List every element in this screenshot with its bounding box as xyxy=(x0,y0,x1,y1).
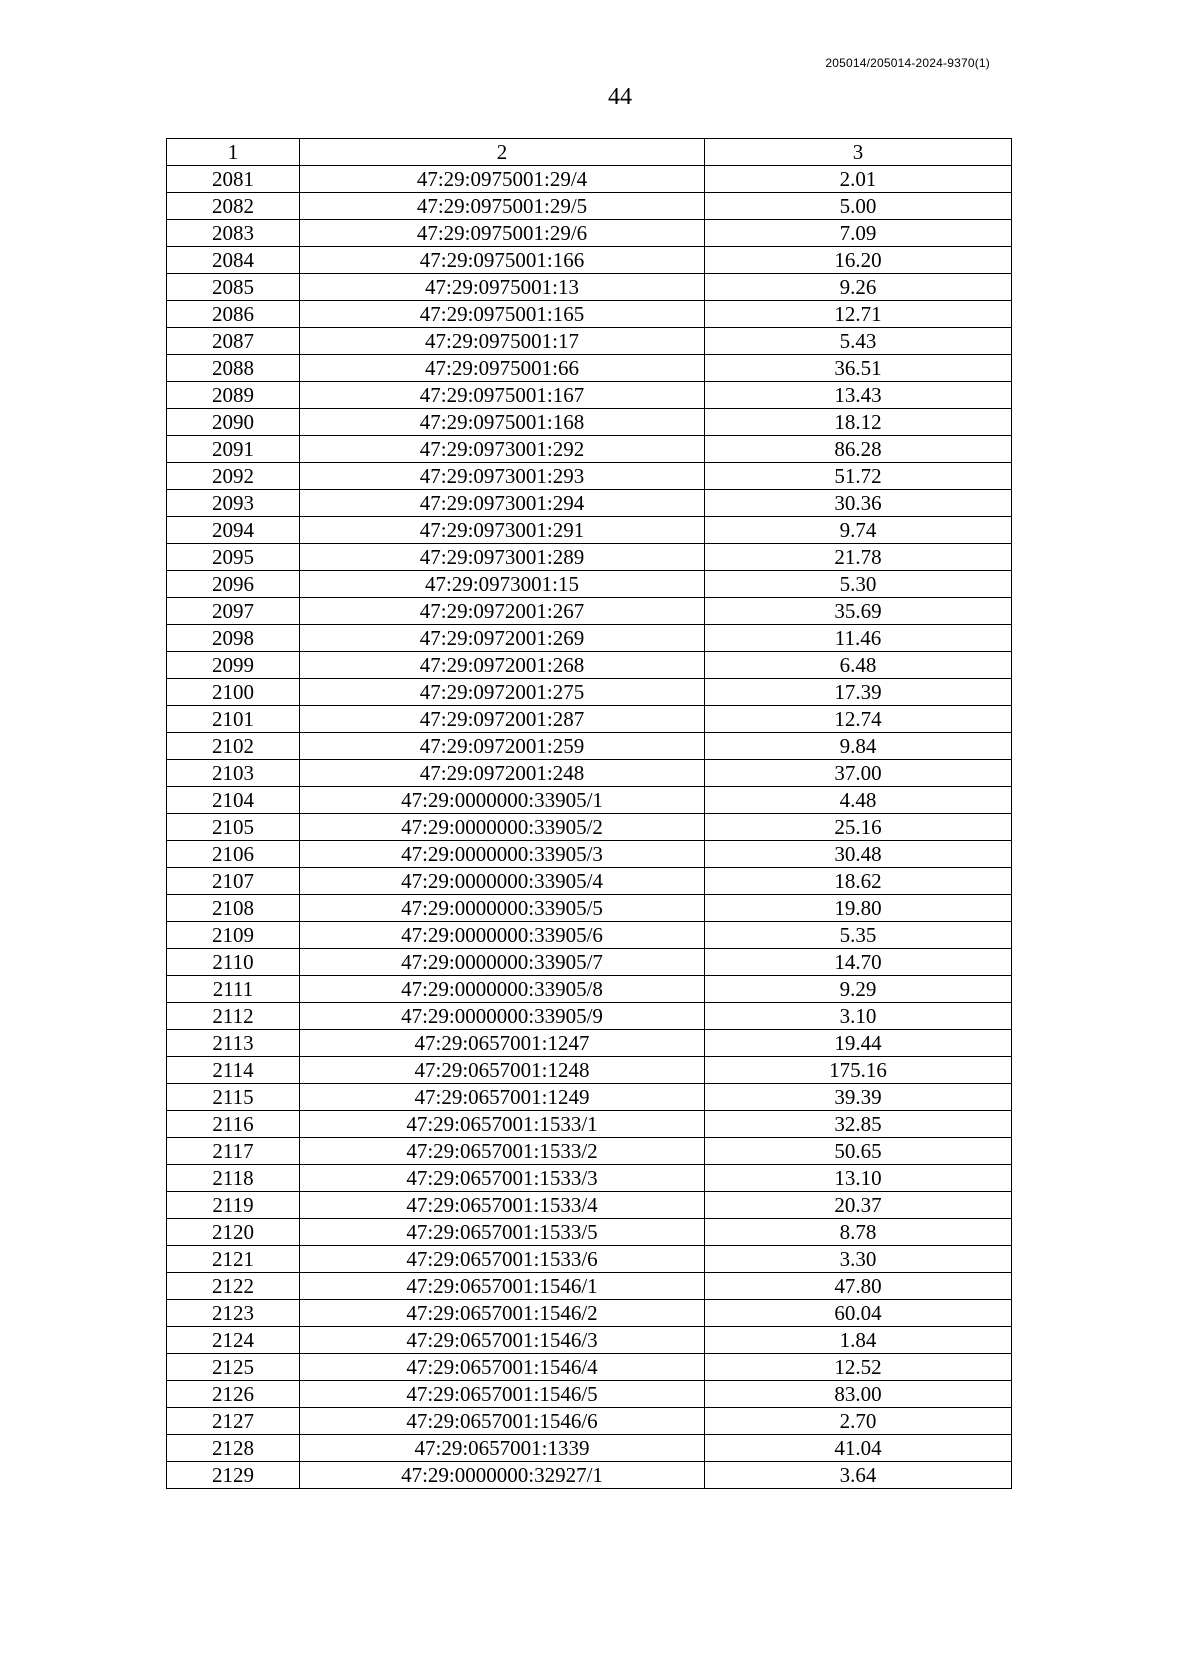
row-number-cell: 2082 xyxy=(167,193,300,220)
cadastral-number-cell: 47:29:0657001:1546/1 xyxy=(300,1273,705,1300)
table-row xyxy=(167,1192,1012,1219)
table-row xyxy=(167,1084,1012,1111)
cadastral-number-cell: 47:29:0975001:166 xyxy=(300,247,705,274)
cadastral-number-cell: 47:29:0657001:1546/3 xyxy=(300,1327,705,1354)
cadastral-number-cell: 47:29:0657001:1546/4 xyxy=(300,1354,705,1381)
value-cell: 8.78 xyxy=(705,1219,1012,1246)
cadastral-number-cell: 47:29:0000000:32927/1 xyxy=(300,1462,705,1489)
table-row xyxy=(167,355,1012,382)
table-row xyxy=(167,679,1012,706)
cadastral-number-cell: 47:29:0657001:1247 xyxy=(300,1030,705,1057)
cadastral-number-cell: 47:29:0972001:269 xyxy=(300,625,705,652)
row-number-cell: 2120 xyxy=(167,1219,300,1246)
cadastral-number-cell: 47:29:0657001:1533/6 xyxy=(300,1246,705,1273)
cadastral-number-cell: 47:29:0975001:66 xyxy=(300,355,705,382)
value-cell: 5.30 xyxy=(705,571,1012,598)
table-row xyxy=(167,1030,1012,1057)
value-cell: 41.04 xyxy=(705,1435,1012,1462)
table-body xyxy=(167,166,1012,1489)
cadastral-number-cell: 47:29:0657001:1533/1 xyxy=(300,1111,705,1138)
cadastral-number-cell: 47:29:0000000:33905/7 xyxy=(300,949,705,976)
value-cell: 20.37 xyxy=(705,1192,1012,1219)
value-cell: 12.52 xyxy=(705,1354,1012,1381)
value-cell: 50.65 xyxy=(705,1138,1012,1165)
cadastral-number-cell: 47:29:0972001:259 xyxy=(300,733,705,760)
table-row xyxy=(167,1327,1012,1354)
row-number-cell: 2121 xyxy=(167,1246,300,1273)
row-number-cell: 2098 xyxy=(167,625,300,652)
table-row xyxy=(167,463,1012,490)
value-cell: 30.36 xyxy=(705,490,1012,517)
table-row xyxy=(167,166,1012,193)
value-cell: 25.16 xyxy=(705,814,1012,841)
cadastral-number-cell: 47:29:0973001:294 xyxy=(300,490,705,517)
row-number-cell: 2107 xyxy=(167,868,300,895)
table-row xyxy=(167,787,1012,814)
row-number-cell: 2127 xyxy=(167,1408,300,1435)
cadastral-number-cell: 47:29:0000000:33905/5 xyxy=(300,895,705,922)
value-cell: 19.80 xyxy=(705,895,1012,922)
cadastral-number-cell: 47:29:0975001:29/4 xyxy=(300,166,705,193)
cadastral-number-cell: 47:29:0000000:33905/2 xyxy=(300,814,705,841)
cadastral-number-cell: 47:29:0000000:33905/9 xyxy=(300,1003,705,1030)
value-cell: 32.85 xyxy=(705,1111,1012,1138)
cadastral-number-cell: 47:29:0973001:293 xyxy=(300,463,705,490)
row-number-cell: 2102 xyxy=(167,733,300,760)
value-cell: 39.39 xyxy=(705,1084,1012,1111)
row-number-cell: 2124 xyxy=(167,1327,300,1354)
cadastral-number-cell: 47:29:0975001:29/5 xyxy=(300,193,705,220)
value-cell: 60.04 xyxy=(705,1300,1012,1327)
cadastral-number-cell: 47:29:0657001:1546/2 xyxy=(300,1300,705,1327)
row-number-cell: 2126 xyxy=(167,1381,300,1408)
row-number-cell: 2097 xyxy=(167,598,300,625)
value-cell: 12.71 xyxy=(705,301,1012,328)
table-row xyxy=(167,652,1012,679)
row-number-cell: 2083 xyxy=(167,220,300,247)
table-row xyxy=(167,949,1012,976)
row-number-cell: 2116 xyxy=(167,1111,300,1138)
table-row xyxy=(167,760,1012,787)
document-id: 205014/205014-2024-9370(1) xyxy=(825,56,990,70)
value-cell: 47.80 xyxy=(705,1273,1012,1300)
row-number-cell: 2081 xyxy=(167,166,300,193)
value-cell: 5.35 xyxy=(705,922,1012,949)
row-number-cell: 2123 xyxy=(167,1300,300,1327)
table-row xyxy=(167,625,1012,652)
table-row xyxy=(167,1381,1012,1408)
value-cell: 16.20 xyxy=(705,247,1012,274)
row-number-cell: 2129 xyxy=(167,1462,300,1489)
row-number-cell: 2094 xyxy=(167,517,300,544)
value-cell: 13.43 xyxy=(705,382,1012,409)
table-row xyxy=(167,1111,1012,1138)
row-number-cell: 2089 xyxy=(167,382,300,409)
table-header-row xyxy=(167,139,1012,166)
row-number-cell: 2122 xyxy=(167,1273,300,1300)
cadastral-number-cell: 47:29:0975001:167 xyxy=(300,382,705,409)
table-row xyxy=(167,1300,1012,1327)
row-number-cell: 2114 xyxy=(167,1057,300,1084)
row-number-cell: 2109 xyxy=(167,922,300,949)
table-row xyxy=(167,220,1012,247)
table-row xyxy=(167,1165,1012,1192)
column-header-1: 1 xyxy=(167,139,300,166)
row-number-cell: 2108 xyxy=(167,895,300,922)
table-row xyxy=(167,1273,1012,1300)
column-header-2: 2 xyxy=(300,139,705,166)
value-cell: 18.12 xyxy=(705,409,1012,436)
row-number-cell: 2095 xyxy=(167,544,300,571)
table-row xyxy=(167,301,1012,328)
table-row xyxy=(167,409,1012,436)
value-cell: 51.72 xyxy=(705,463,1012,490)
value-cell: 175.16 xyxy=(705,1057,1012,1084)
table-row xyxy=(167,274,1012,301)
column-header-3: 3 xyxy=(705,139,1012,166)
cadastral-number-cell: 47:29:0000000:33905/1 xyxy=(300,787,705,814)
table-row xyxy=(167,193,1012,220)
cadastral-number-cell: 47:29:0972001:287 xyxy=(300,706,705,733)
row-number-cell: 2099 xyxy=(167,652,300,679)
row-number-cell: 2101 xyxy=(167,706,300,733)
value-cell: 9.74 xyxy=(705,517,1012,544)
table-row xyxy=(167,1462,1012,1489)
table-row xyxy=(167,598,1012,625)
value-cell: 13.10 xyxy=(705,1165,1012,1192)
table-row xyxy=(167,1138,1012,1165)
table-row xyxy=(167,544,1012,571)
row-number-cell: 2085 xyxy=(167,274,300,301)
cadastral-number-cell: 47:29:0657001:1339 xyxy=(300,1435,705,1462)
cadastral-number-cell: 47:29:0657001:1533/4 xyxy=(300,1192,705,1219)
cadastral-number-cell: 47:29:0000000:33905/3 xyxy=(300,841,705,868)
cadastral-number-cell: 47:29:0657001:1546/6 xyxy=(300,1408,705,1435)
row-number-cell: 2096 xyxy=(167,571,300,598)
row-number-cell: 2118 xyxy=(167,1165,300,1192)
cadastral-number-cell: 47:29:0973001:292 xyxy=(300,436,705,463)
value-cell: 18.62 xyxy=(705,868,1012,895)
row-number-cell: 2086 xyxy=(167,301,300,328)
table-row xyxy=(167,1246,1012,1273)
row-number-cell: 2111 xyxy=(167,976,300,1003)
value-cell: 3.30 xyxy=(705,1246,1012,1273)
cadastral-number-cell: 47:29:0973001:291 xyxy=(300,517,705,544)
cadastral-number-cell: 47:29:0975001:17 xyxy=(300,328,705,355)
cadastral-number-cell: 47:29:0975001:13 xyxy=(300,274,705,301)
value-cell: 17.39 xyxy=(705,679,1012,706)
value-cell: 9.26 xyxy=(705,274,1012,301)
page-number: 44 xyxy=(608,84,632,110)
table-row xyxy=(167,517,1012,544)
data-table xyxy=(166,138,1012,1489)
value-cell: 19.44 xyxy=(705,1030,1012,1057)
cadastral-number-cell: 47:29:0657001:1533/2 xyxy=(300,1138,705,1165)
row-number-cell: 2112 xyxy=(167,1003,300,1030)
value-cell: 7.09 xyxy=(705,220,1012,247)
value-cell: 30.48 xyxy=(705,841,1012,868)
cadastral-number-cell: 47:29:0657001:1533/3 xyxy=(300,1165,705,1192)
table-row xyxy=(167,490,1012,517)
value-cell: 36.51 xyxy=(705,355,1012,382)
row-number-cell: 2092 xyxy=(167,463,300,490)
value-cell: 83.00 xyxy=(705,1381,1012,1408)
cadastral-number-cell: 47:29:0657001:1546/5 xyxy=(300,1381,705,1408)
cadastral-number-cell: 47:29:0975001:165 xyxy=(300,301,705,328)
table-row xyxy=(167,1435,1012,1462)
row-number-cell: 2115 xyxy=(167,1084,300,1111)
row-number-cell: 2117 xyxy=(167,1138,300,1165)
value-cell: 3.10 xyxy=(705,1003,1012,1030)
table-row xyxy=(167,571,1012,598)
table-row xyxy=(167,841,1012,868)
cadastral-number-cell: 47:29:0972001:275 xyxy=(300,679,705,706)
value-cell: 5.43 xyxy=(705,328,1012,355)
value-cell: 2.70 xyxy=(705,1408,1012,1435)
value-cell: 4.48 xyxy=(705,787,1012,814)
row-number-cell: 2105 xyxy=(167,814,300,841)
row-number-cell: 2084 xyxy=(167,247,300,274)
table-row xyxy=(167,895,1012,922)
table-row xyxy=(167,1354,1012,1381)
cadastral-number-cell: 47:29:0973001:15 xyxy=(300,571,705,598)
table-row xyxy=(167,976,1012,1003)
row-number-cell: 2104 xyxy=(167,787,300,814)
row-number-cell: 2106 xyxy=(167,841,300,868)
value-cell: 21.78 xyxy=(705,544,1012,571)
row-number-cell: 2119 xyxy=(167,1192,300,1219)
row-number-cell: 2125 xyxy=(167,1354,300,1381)
row-number-cell: 2100 xyxy=(167,679,300,706)
cadastral-number-cell: 47:29:0972001:268 xyxy=(300,652,705,679)
table-row xyxy=(167,328,1012,355)
table-row xyxy=(167,922,1012,949)
value-cell: 37.00 xyxy=(705,760,1012,787)
value-cell: 2.01 xyxy=(705,166,1012,193)
value-cell: 3.64 xyxy=(705,1462,1012,1489)
table-row xyxy=(167,706,1012,733)
row-number-cell: 2113 xyxy=(167,1030,300,1057)
cadastral-number-cell: 47:29:0975001:29/6 xyxy=(300,220,705,247)
table-row xyxy=(167,1057,1012,1084)
row-number-cell: 2128 xyxy=(167,1435,300,1462)
value-cell: 35.69 xyxy=(705,598,1012,625)
row-number-cell: 2103 xyxy=(167,760,300,787)
cadastral-number-cell: 47:29:0000000:33905/8 xyxy=(300,976,705,1003)
value-cell: 9.84 xyxy=(705,733,1012,760)
table-row xyxy=(167,1408,1012,1435)
cadastral-number-cell: 47:29:0000000:33905/6 xyxy=(300,922,705,949)
table-row xyxy=(167,247,1012,274)
value-cell: 5.00 xyxy=(705,193,1012,220)
value-cell: 11.46 xyxy=(705,625,1012,652)
row-number-cell: 2090 xyxy=(167,409,300,436)
cadastral-number-cell: 47:29:0657001:1248 xyxy=(300,1057,705,1084)
value-cell: 86.28 xyxy=(705,436,1012,463)
table-row xyxy=(167,868,1012,895)
cadastral-number-cell: 47:29:0973001:289 xyxy=(300,544,705,571)
cadastral-number-cell: 47:29:0000000:33905/4 xyxy=(300,868,705,895)
cadastral-number-cell: 47:29:0657001:1533/5 xyxy=(300,1219,705,1246)
cadastral-number-cell: 47:29:0975001:168 xyxy=(300,409,705,436)
cadastral-number-cell: 47:29:0657001:1249 xyxy=(300,1084,705,1111)
table-row xyxy=(167,382,1012,409)
table-row xyxy=(167,1219,1012,1246)
table-row xyxy=(167,1003,1012,1030)
value-cell: 6.48 xyxy=(705,652,1012,679)
cadastral-number-cell: 47:29:0972001:248 xyxy=(300,760,705,787)
table-row xyxy=(167,733,1012,760)
value-cell: 9.29 xyxy=(705,976,1012,1003)
table-row xyxy=(167,814,1012,841)
table-row xyxy=(167,436,1012,463)
row-number-cell: 2087 xyxy=(167,328,300,355)
row-number-cell: 2093 xyxy=(167,490,300,517)
value-cell: 12.74 xyxy=(705,706,1012,733)
value-cell: 1.84 xyxy=(705,1327,1012,1354)
value-cell: 14.70 xyxy=(705,949,1012,976)
row-number-cell: 2091 xyxy=(167,436,300,463)
row-number-cell: 2110 xyxy=(167,949,300,976)
row-number-cell: 2088 xyxy=(167,355,300,382)
cadastral-number-cell: 47:29:0972001:267 xyxy=(300,598,705,625)
